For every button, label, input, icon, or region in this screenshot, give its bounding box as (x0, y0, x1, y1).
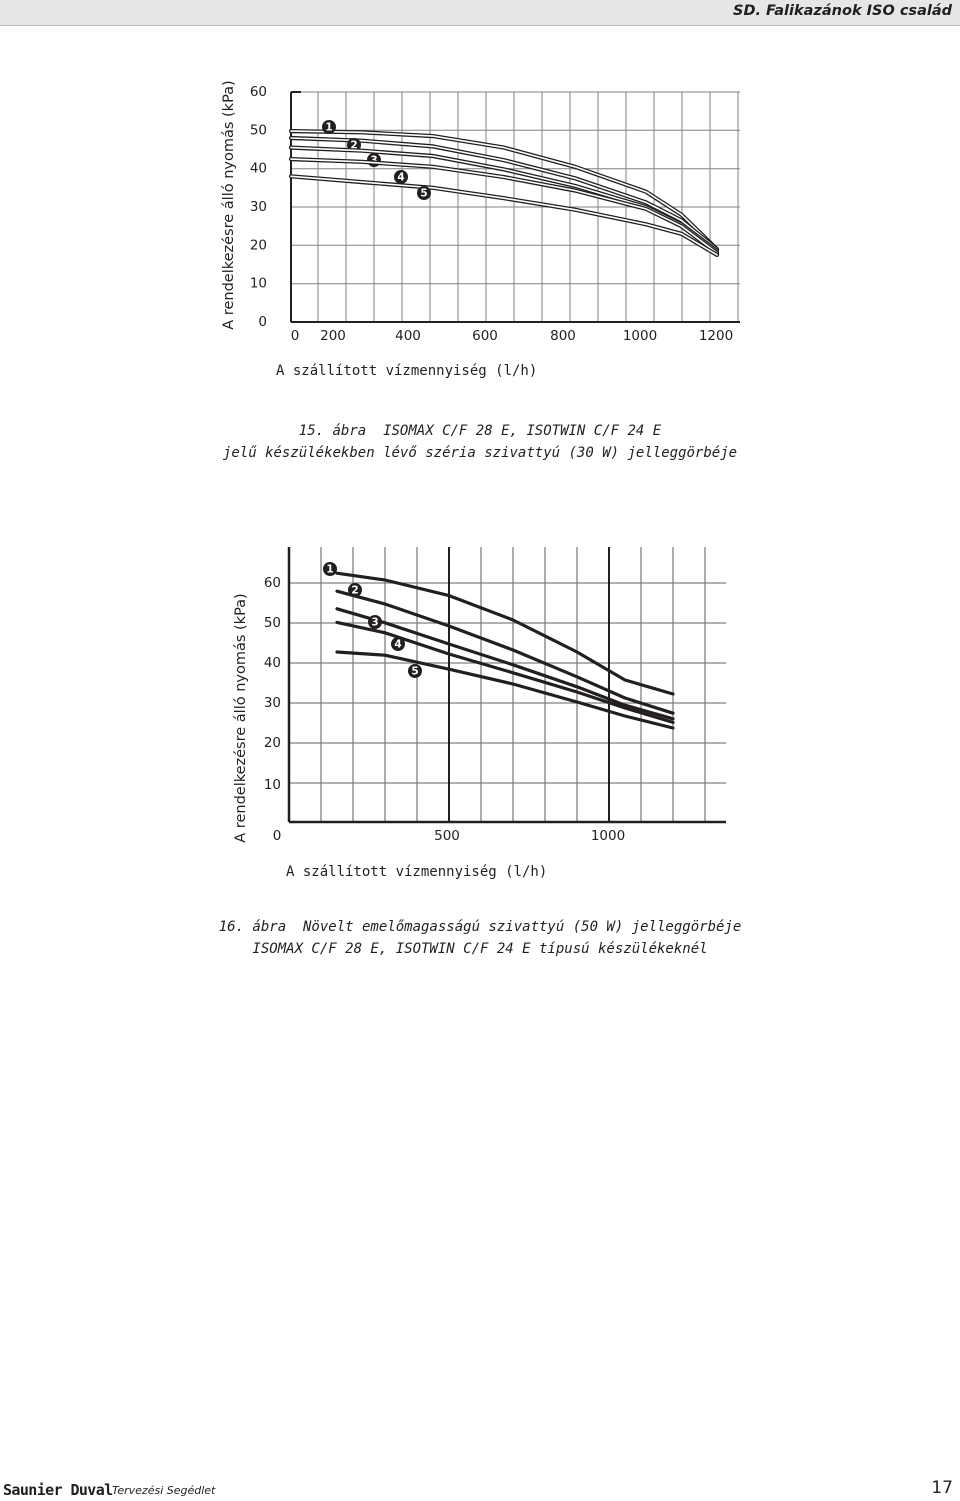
chart1-series-5-label: 5 (420, 187, 428, 200)
chart1-series-1-label: 1 (325, 121, 333, 134)
chart1-series-2-line-inner (291, 138, 717, 249)
figure-16-caption-line-2: ISOMAX C/F 28 E, ISOTWIN C/F 24 E típusú készülékeknél (252, 941, 708, 957)
chart1-y-axis-title: A rendelkezésre álló nyomás (kPa) (221, 80, 237, 330)
chart1-y-tick-label: 50 (249, 122, 267, 139)
chart2-y-tick-label: 40 (263, 655, 281, 671)
chart2-series-2-label: 2 (351, 584, 359, 597)
chart1-x-tick-label: 1000 (622, 328, 658, 344)
chart2-y-tick-label: 20 (263, 735, 281, 751)
chart1-x-axis-title: A szállított vízmennyiség (l/h) (276, 363, 538, 379)
chart2-x-tick-label: 1000 (590, 828, 626, 844)
chart2-x-tick-label: 500 (434, 828, 460, 844)
figure-16-caption (0, 916, 960, 960)
figure-15-caption (0, 420, 960, 464)
page-number: 17 (931, 1478, 953, 1498)
chart2-series-1-label: 1 (326, 563, 334, 576)
chart2-y-tick-label: 60 (263, 575, 281, 591)
chart2-series-2-line (337, 591, 673, 713)
chart2-series-4-label: 4 (394, 638, 402, 651)
figure-16-caption-line-1: 16. ábra Növelt emelőmagasságú szivattyú (50 W) jelleggörbéje (218, 919, 742, 935)
chart1-series-5-line (291, 176, 717, 255)
figure-15-caption-line-1: 15. ábra ISOMAX C/F 28 E, ISOTWIN C/F 24 E (298, 423, 662, 439)
chart1-x-tick-label: 0 (290, 328, 300, 344)
document-name: Tervezési Segédlet (112, 1484, 216, 1497)
chart1-y-tick-label: 20 (249, 237, 267, 254)
chart1-series-3-label: 3 (370, 154, 378, 167)
chart1-y-tick-label: 0 (258, 314, 267, 330)
chart2-x-axis-title: A szállított vízmennyiség (l/h) (286, 864, 548, 880)
chart2-y-axis-title: A rendelkezésre álló nyomás (kPa) (233, 593, 249, 843)
chart1-series-4-label: 4 (397, 171, 405, 184)
brand-name: Saunier Duval (3, 1481, 113, 1499)
chart2-series-5-label: 5 (411, 665, 419, 678)
document-section-title: SD. Falikazánok ISO család (733, 3, 952, 19)
chart1-x-tick-label: 600 (472, 328, 498, 344)
chart1-x-tick-label: 200 (320, 328, 346, 344)
chart1-y-tick-label: 10 (249, 275, 267, 292)
page-footer (0, 1478, 960, 1501)
chart1-y-tick-label: 30 (249, 199, 267, 215)
chart2-y-tick-label: 50 (263, 615, 281, 631)
chart1-series-5-line-inner (291, 176, 717, 255)
chart2-series-3-label: 3 (371, 616, 379, 629)
chart1-y-tick-label: 40 (249, 160, 267, 177)
chart2-series-4-line (337, 622, 673, 722)
chart2-y-tick-label: 30 (263, 695, 281, 711)
figure-15-caption-line-2: jelű készülékekben lévő széria szivattyú (30 W) jelleggörbéje (222, 445, 738, 461)
chart1-x-tick-label: 400 (395, 328, 421, 344)
chart1-y-tick-label: 60 (249, 84, 267, 100)
chart2-series-3-line (337, 609, 673, 719)
chart2-x-tick-label: 0 (272, 828, 282, 844)
chart2-y-tick-label: 10 (263, 777, 281, 793)
chart1-x-tick-label: 800 (550, 328, 576, 344)
chart1-x-tick-label: 1200 (698, 328, 734, 344)
chart1-series-2-line (291, 138, 717, 249)
chart1-series-2-label: 2 (350, 139, 358, 152)
